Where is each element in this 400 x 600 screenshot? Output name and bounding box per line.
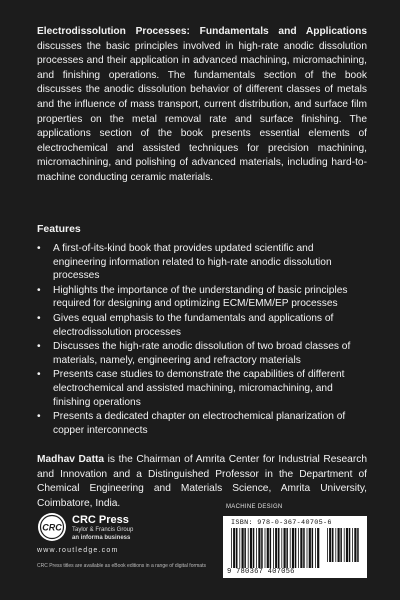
barcode-bar: [315, 528, 316, 568]
logo-text: CRC: [42, 522, 62, 533]
barcode-bar: [253, 528, 255, 568]
features-heading: Features: [37, 223, 81, 235]
crc-press-logo-icon: [37, 512, 67, 542]
barcode-bar: [357, 528, 359, 562]
barcode-digits: 9 780367 407056: [227, 568, 295, 576]
bullet-icon: •: [37, 369, 41, 381]
feature-item: • Presents case studies to demonstrate the capabilities of different electrochemical and assisted machining, micromachining, and finishing operations: [37, 369, 345, 408]
publisher-block: [72, 514, 133, 542]
barcode-bar: [261, 528, 263, 568]
publisher-website: www.routledge.com: [37, 547, 119, 554]
feature-item: • A first-of-its-kind book that provides updated scientific and engineering information related to high-rate anodic dissolution processes: [37, 243, 332, 282]
barcode-bar: [275, 528, 277, 568]
barcode-bar: [349, 528, 351, 562]
publisher-tagline: an informa business: [72, 535, 131, 541]
feature-item: • Discusses the high-rate anodic dissolution of two broad classes of materials, namely, engineering and refractory materials: [37, 341, 351, 366]
barcode-bar: [284, 528, 286, 568]
barcode-bar: [233, 528, 235, 568]
features-list: [37, 242, 367, 438]
barcode-bar: [292, 528, 294, 568]
barcode-bar: [340, 528, 342, 562]
author-bio: [37, 453, 367, 511]
barcode-panel: [223, 516, 367, 578]
author-name: Madhav Datta: [37, 454, 105, 465]
bullet-icon: •: [37, 243, 41, 254]
barcode-bar: [273, 528, 274, 568]
feature-item: • Gives equal emphasis to the fundamentals and applications of electrodissolution processes: [37, 312, 334, 338]
barcode-bar: [286, 528, 288, 568]
barcode-bar: [312, 528, 314, 568]
barcode-bar: [250, 528, 252, 568]
barcode-bar: [317, 528, 319, 568]
barcode-bar: [236, 528, 238, 568]
barcode-bar: [335, 528, 336, 562]
bullet-icon: •: [37, 341, 41, 353]
barcode-bar: [290, 528, 291, 568]
barcode-bar: [265, 528, 266, 568]
barcode-bar: [242, 528, 244, 568]
barcode-bar: [248, 528, 249, 568]
book-title: Electrodissolution Processes: Fundamentals and Applications: [37, 26, 367, 37]
barcode-bar: [303, 528, 305, 568]
feature-item: • Highlights the importance of the understanding of basic principles required for designing and optimizing ECM/EMM/EP processes: [37, 284, 348, 310]
barcode-bar: [354, 528, 356, 562]
barcode-bar: [258, 528, 260, 568]
barcode-bar: [344, 528, 345, 562]
description-paragraph: [37, 25, 367, 186]
bullet-icon: •: [37, 284, 41, 296]
barcode-bar: [346, 528, 348, 562]
barcode-bar: [270, 528, 272, 568]
description-text: discusses the basic principles involved in high-rate anodic dissolution processes and their application in advanced machining, micromachining, and finishing operations. The fundamentals section of the book discusses the anodic dissolution behavior of different classes of metals and the influence of mass transport, current distribution, and surface film properties on the metal removal rate and surface finishing. The applications section of the book presents essential elements of electrochemical and assisted techniques for precision machining, micromachining, and polishing of advanced materials, including hard-to-machine conducting ceramic materials.: [37, 40, 367, 183]
barcode-bar: [329, 528, 331, 562]
barcode-icon: [229, 528, 361, 568]
barcode-bar: [281, 528, 282, 568]
barcode-bar: [307, 528, 308, 568]
barcode-bar: [327, 528, 328, 562]
publisher-name: CRC Press: [72, 514, 129, 526]
barcode-bar: [295, 528, 297, 568]
barcode-bar: [278, 528, 280, 568]
barcode-bar: [231, 528, 232, 568]
barcode-bar: [256, 528, 257, 568]
author-text: is the Chairman of Amrita Center for Industrial Research and Innovation and a Distinguished Professor in the Department of Chemical Engineering and Materials Science, Amrita University, Coimbatore, India.: [37, 454, 367, 509]
isbn-label: ISBN: 978-0-367-40705-6: [231, 519, 332, 527]
barcode-bar: [298, 528, 299, 568]
barcode-bar: [267, 528, 269, 568]
barcode-bar: [338, 528, 340, 562]
feature-item: • Presents a dedicated chapter on electrochemical planarization of copper interconnects: [37, 411, 346, 436]
barcode-bar: [244, 528, 246, 568]
barcode-bar: [309, 528, 311, 568]
subject-category: MACHINE DESIGN: [226, 504, 283, 510]
barcode-bar: [332, 528, 334, 562]
bullet-icon: •: [37, 312, 41, 324]
publisher-group: Taylor & Francis Group: [72, 527, 134, 533]
barcode-bar: [239, 528, 240, 568]
barcode-bar: [300, 528, 302, 568]
ebook-note: CRC Press titles are available as eBook editions in a range of digital formats: [37, 563, 206, 569]
barcode-bar: [352, 528, 353, 562]
bullet-icon: •: [37, 411, 41, 423]
